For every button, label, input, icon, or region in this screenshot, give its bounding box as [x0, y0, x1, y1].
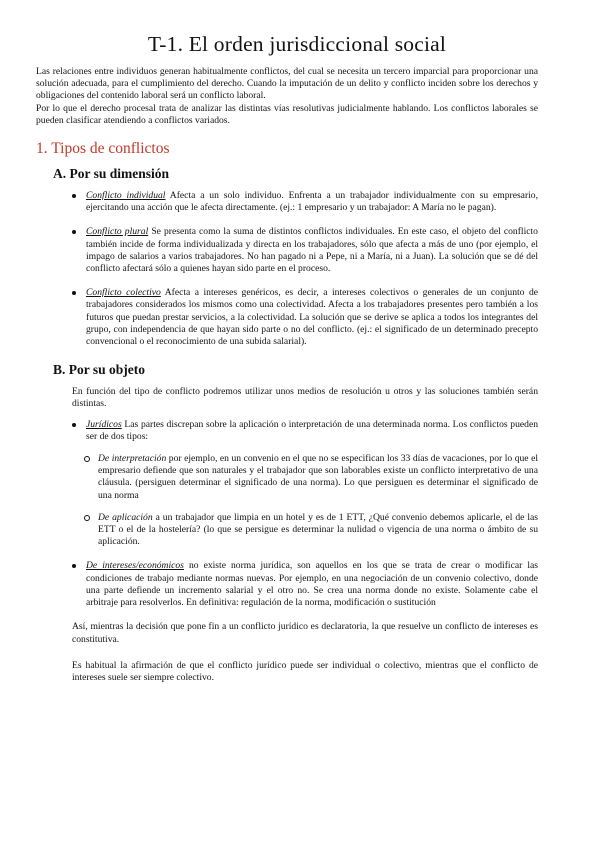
subsection-heading-b: B. Por su objeto — [53, 362, 146, 378]
sub-list-item — [98, 512, 538, 549]
item-text: Se presenta como la suma de distintos conflictos individuales. En este caso, el objeto del conflicto también incide de forma individualizada y directa en los trabajadores, sólo que afecta a más de uno (por ejemplo, el impago de salarios a varios trabajadores. No han pagado ni a Pepe, ni a María, ni a Juan). La solución que se dé del conflicto afectará sólo a quienes hayan sido parte en el proceso. — [86, 226, 538, 275]
item-text: Las partes discrepan sobre la aplicación o interpretación de una determinada norma. Los conflictos pueden ser de dos tipos: — [86, 418, 538, 442]
section-heading: 1. Tipos de conflictos — [36, 140, 170, 158]
term: Conflicto colectivo — [86, 287, 161, 299]
closing-paragraph: Así, mientras la decisión que pone fin a un conflicto jurídico es declaratoria, la que resuelve un conflicto de intereses es constitutiva. — [72, 621, 538, 645]
list-item — [86, 560, 538, 609]
intro-paragraph: Por lo que el derecho procesal trata de analizar las distintas vías resolutivas judicialmente hablando. Los conflictos laborales se pueden clasificar atendiendo a conflictos variados. — [36, 102, 538, 126]
term: De intereses/económicos — [86, 560, 184, 572]
sub-item-text: por ejemplo, en un convenio en el que no se especifican los 33 días de vacaciones, por lo que el empresario defiende que son naturales y el trabajador que son laborables existe un conflicto interpretativo de una cláusula. (persiguen determinar el significado de una norma). Lo que persiguen es determinar el significado de una norma — [98, 453, 538, 501]
subsection-heading-a: A. Por su dimensión — [53, 166, 170, 182]
sub-list-item — [98, 453, 538, 502]
intro-paragraph: Las relaciones entre individuos generan habitualmente conflictos, del cual se necesita un tercero imparcial para proporcionar una solución adecuada, para el cumplimiento del derecho. Cuando la imputación de un delito y conflicto inciden sobre los derechos y obligaciones del contenido laboral será un conflicto laboral. — [36, 66, 538, 102]
item-text: Afecta a intereses genéricos, es decir, a intereses colectivos o generales de un conjunto de trabajadores considerados los mismos como una colectividad. Afecta a los trabajadores presentes pero también a los futuros que puedan prestar servicios, a la colectividad. La solución que se derive se aplica a todos los integrantes del grupo, con independencia de que hayan sido parte o no del conflicto. (ej.: el significado de un determinado precepto convencional o el reconocimiento de una subida salarial). — [86, 287, 539, 348]
term: Conflicto individual — [86, 190, 166, 202]
closing-paragraph: Es habitual la afirmación de que el conflicto jurídico puede ser individual o colectivo, mientras que el conflicto de intereses suele ser siempre colectivo. — [72, 659, 538, 683]
lead-paragraph: En función del tipo de conflicto podremos utilizar unos medios de resolución u otros y las soluciones también serán distintas. — [72, 386, 538, 410]
object-list — [36, 419, 538, 610]
term: Conflicto plural — [86, 226, 149, 238]
list-item — [86, 419, 538, 549]
list-item — [86, 190, 538, 214]
page-title: T-1. El orden jurisdiccional social — [147, 32, 447, 56]
sub-term: De aplicación — [98, 511, 153, 523]
list-item — [86, 287, 538, 348]
sub-term: De interpretación — [98, 453, 167, 465]
spacer — [36, 646, 538, 660]
sub-item-text: a un trabajador que limpia en un hotel y es de 1 ETT, ¿Qué convenio debemos aplicarle, el de las ETT o el de la hostelería? (lo que se persigue es determinar la nulidad o vigencia de una norma o ámbito de su aplicación. — [98, 511, 538, 548]
juridicos-sublist — [86, 453, 538, 548]
list-item — [86, 226, 538, 275]
term: Jurídicos — [86, 418, 122, 430]
item-text: Afecta a un solo individuo. Enfrenta a un trabajador individualmente con su empresario, ejercitando una acción que le afecta directamente. (ej.: 1 empresario y un trabajador: A María no le pagan). — [86, 190, 538, 214]
dimension-list — [36, 190, 538, 348]
intro — [36, 66, 538, 127]
item-text: no existe norma jurídica, son aquellos en los que se trata de crear o modificar las condiciones de trabajo mediante normas nuevas. Por ejemplo, en una negociación de un convenio colectivo, donde una parte defiende un incremento salarial y el otro no. Se crea una norma donde no existe. Solamente cabe el arbitraje para resolverlos. En definitiva: regulación de la norma, modificación o sustitución — [86, 560, 538, 609]
